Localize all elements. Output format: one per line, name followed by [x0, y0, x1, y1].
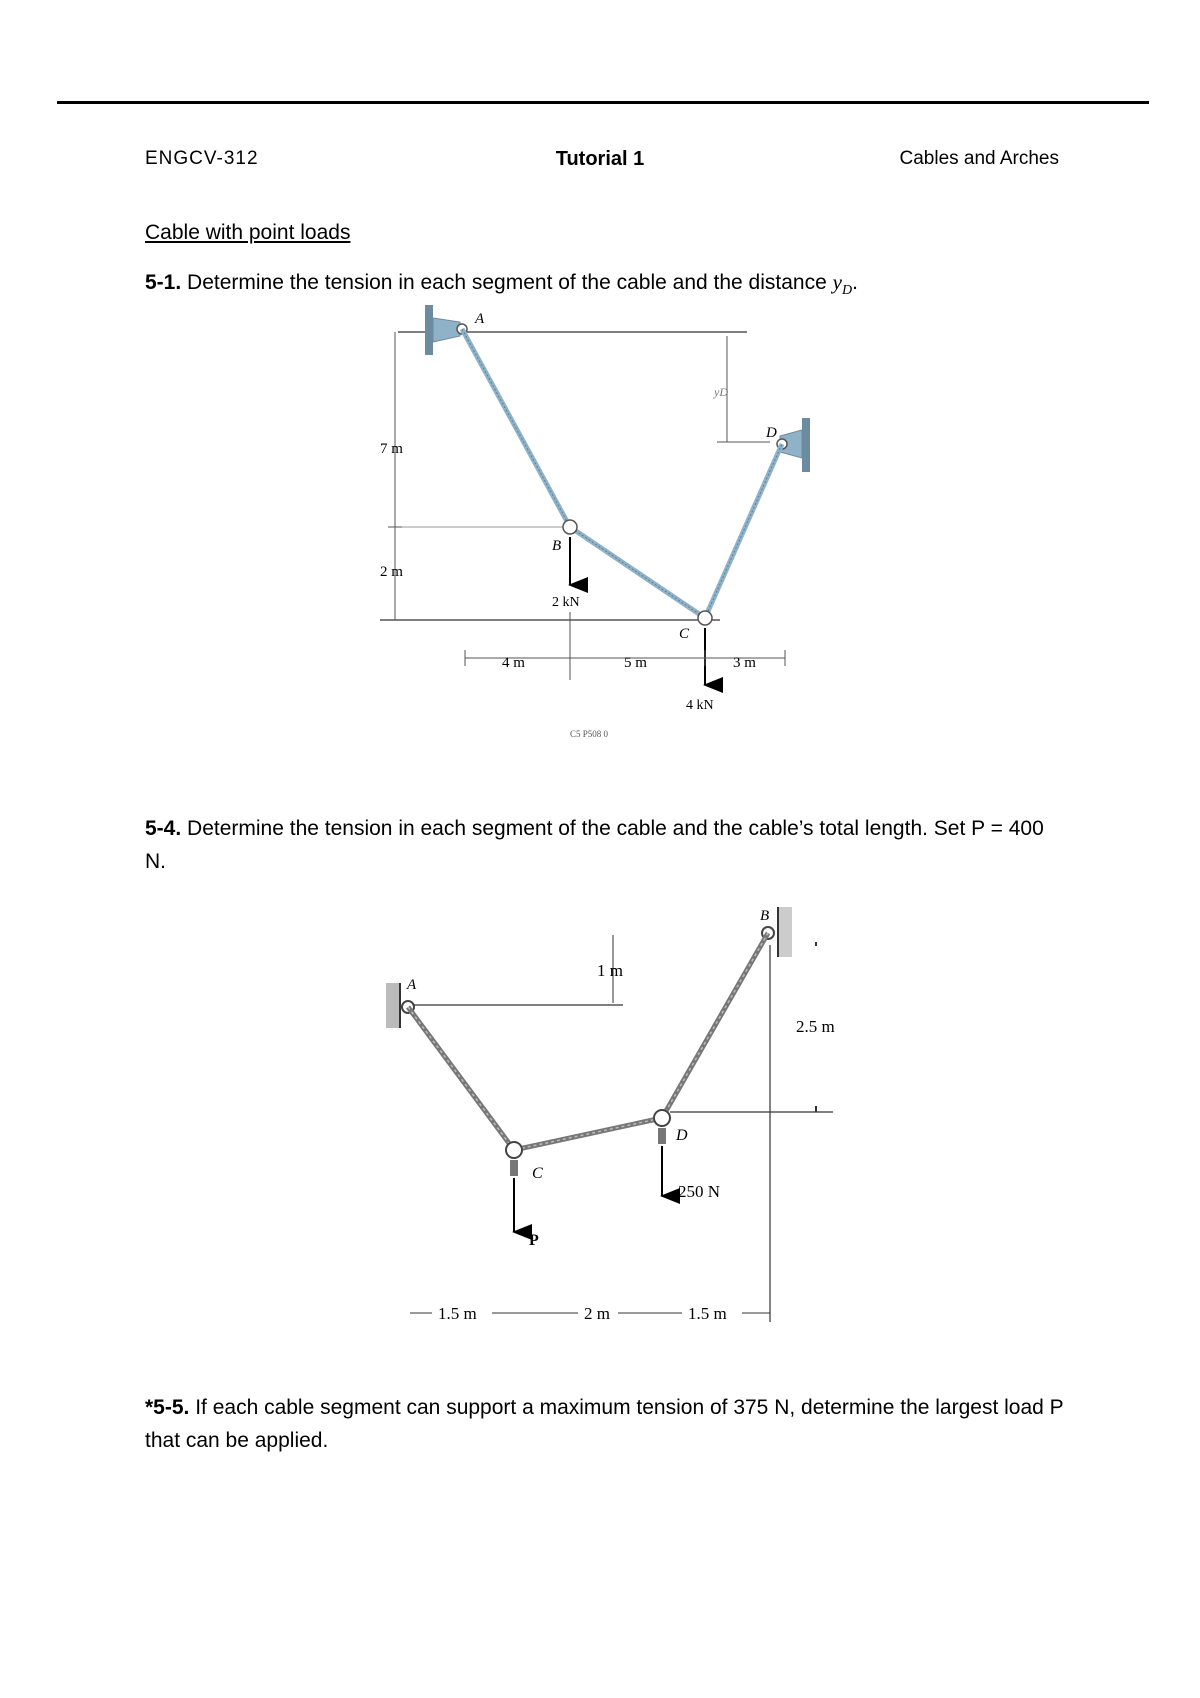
dim-1-5m-left: 1.5 m — [438, 1304, 477, 1323]
dim-2m: 2 m — [380, 564, 403, 580]
figure-5-1 — [380, 305, 810, 739]
label-a: A — [475, 311, 485, 327]
label-b: B — [552, 538, 562, 554]
variable-y: y — [832, 270, 842, 294]
dim-1m: 1 m — [597, 961, 623, 980]
cable-texture — [462, 329, 782, 618]
topic-label: Cables and Arches — [899, 148, 1059, 169]
label-b2: B — [760, 908, 770, 924]
problem-number: *5-5. — [145, 1396, 190, 1419]
joint-b — [563, 520, 577, 534]
problem-text: Determine the tension in each segment of the cable and the cable’s total length. Set P = 400 N. — [145, 817, 1044, 873]
dim-2-5m: 2.5 m — [796, 1017, 835, 1036]
dim-1-5m-right: 1.5 m — [688, 1304, 727, 1323]
cable-1 — [462, 329, 782, 618]
hanger-d — [658, 1128, 666, 1144]
wall-b — [778, 907, 792, 957]
section-title: Cable with point loads — [145, 221, 351, 244]
figure-5-4 — [386, 907, 835, 1323]
dim-2m: 2 m — [584, 1304, 610, 1323]
label-c2: C — [532, 1165, 543, 1182]
label-d2: D — [676, 1127, 688, 1144]
cable-2 — [408, 933, 768, 1150]
wall-a — [386, 983, 400, 1028]
label-p: P — [529, 1232, 539, 1249]
problem-number: 5-4. — [145, 817, 182, 840]
joint-d2 — [654, 1110, 670, 1126]
problem-number: 5-1. — [145, 271, 182, 294]
suffix: . — [852, 271, 858, 294]
dim-3m: 3 m — [733, 655, 756, 671]
document-title: Tutorial 1 — [555, 148, 645, 170]
course-code: ENGCV-312 — [145, 148, 259, 169]
dim-4m: 4 m — [502, 655, 525, 671]
joint-c — [698, 611, 712, 625]
label-a2: A — [407, 977, 417, 993]
joint-c2 — [506, 1142, 522, 1158]
dim-7m: 7 m — [380, 441, 403, 457]
dim-5m: 5 m — [624, 655, 647, 671]
problem-text: If each cable segment can support a maximum tension of 375 N, determine the largest load P that can be applied. — [145, 1396, 1064, 1452]
problem-text: Determine the tension in each segment of the cable and the distance — [187, 271, 827, 294]
label-c: C — [679, 626, 690, 642]
figure-caption: C5 P508 0 — [570, 729, 609, 739]
hanger-c — [510, 1160, 518, 1176]
load-2kn: 2 kN — [552, 595, 580, 610]
load-4kn: 4 kN — [686, 698, 714, 713]
label-yd: yD — [714, 385, 728, 399]
label-d: D — [766, 425, 777, 441]
variable-subscript: D — [841, 283, 853, 299]
load-250n: 250 N — [678, 1182, 721, 1201]
